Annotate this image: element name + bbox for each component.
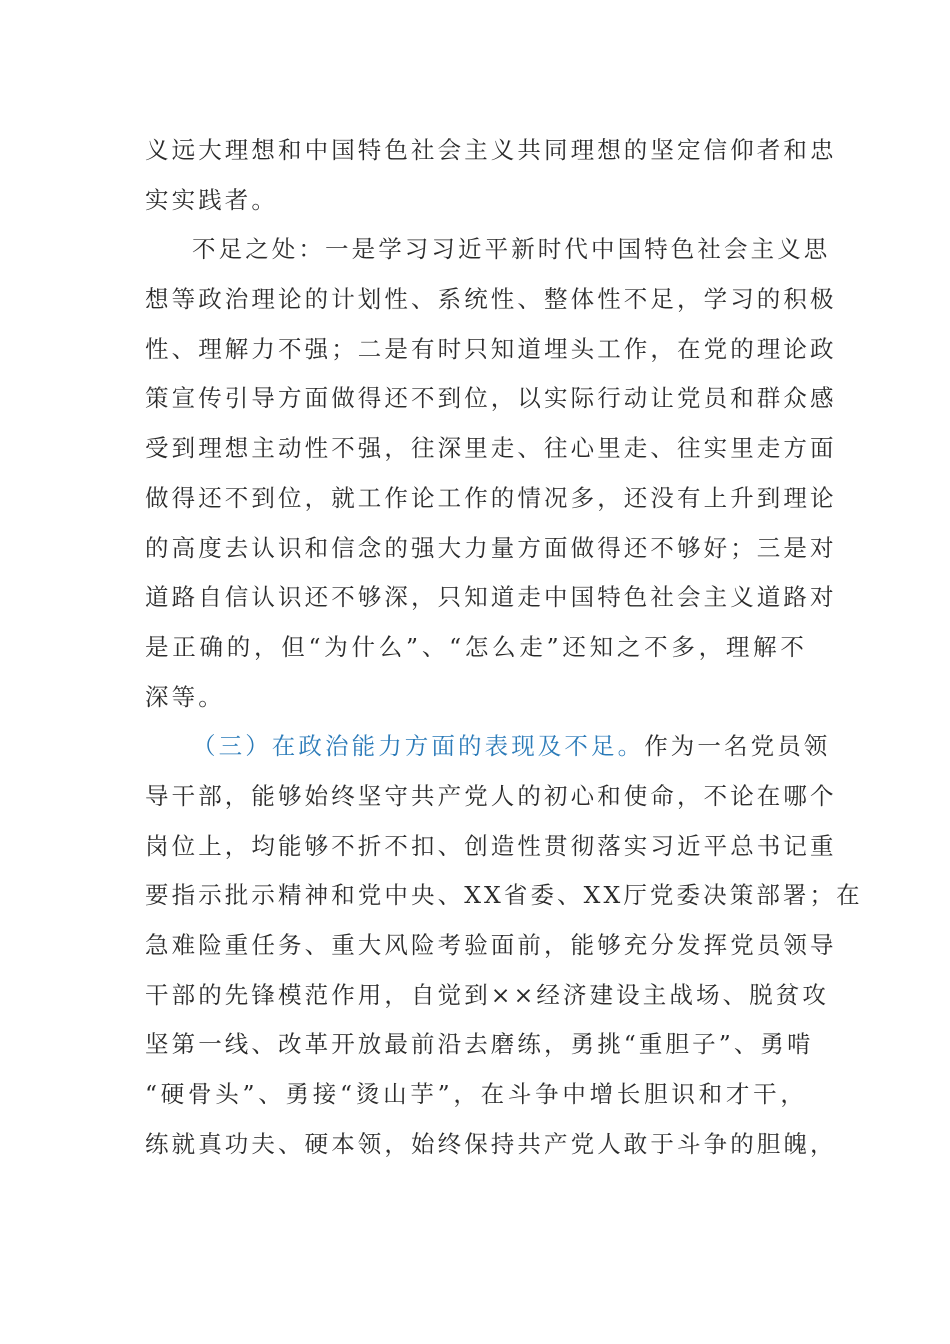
text-line: 实实践者。 [145, 185, 278, 214]
text-line: 是正确的，但“为什么”、“怎么走”还知之不多，理解不 [145, 632, 807, 661]
text-line: 干部的先锋模范作用，自觉到××经济建设主战场、脱贫攻 [145, 980, 829, 1009]
text-line: 做得还不到位，就工作论工作的情况多，还没有上升到理论 [145, 483, 837, 512]
text-line: 义远大理想和中国特色社会主义共同理想的坚定信仰者和忠 [145, 136, 837, 164]
paragraph-shortcomings [145, 225, 837, 722]
text-line: 要指示批示精神和党中央、XX省委、XX厅党委决策部署；在 [145, 881, 863, 910]
text-line: 导干部，能够始终坚守共产党人的初心和使命，不论在哪个 [145, 781, 837, 810]
text-line: 性、理解力不强；二是有时只知道埋头工作，在党的理论政 [145, 334, 837, 363]
text-line: 岗位上，均能够不折不扣、创造性贯彻落实习近平总书记重 [145, 831, 837, 860]
text-line: 坚第一线、改革开放最前沿去磨练，勇挑“重胆子”、勇啃 [145, 1030, 814, 1059]
text-line: “硬骨头”、勇接“烫山芋”，在斗争中增长胆识和才干， [145, 1080, 807, 1109]
paragraph-political-ability [145, 722, 863, 1169]
text-line [145, 722, 831, 772]
paragraph-ideals-continuation [145, 126, 837, 225]
text-line: 想等政治理论的计划性、系统性、整体性不足，学习的积极 [145, 285, 837, 314]
text-line: 策宣传引导方面做得还不到位，以实际行动让党员和群众感 [145, 384, 837, 413]
text-line: 道路自信认识还不够深，只知道走中国特色社会主义道路对 [145, 583, 837, 612]
section-heading: （三）在政治能力方面的表现及不足。 [192, 732, 645, 761]
text-line: 深等。 [145, 682, 225, 711]
text-line: 不足之处：一是学习习近平新时代中国特色社会主义思 [192, 235, 831, 264]
text-line: 的高度去认识和信念的强大力量方面做得还不够好；三是对 [145, 533, 837, 562]
text-line: 练就真功夫、硬本领，始终保持共产党人敢于斗争的胆魄， [145, 1129, 837, 1158]
heading-line-rest: 作为一名党员领 [644, 732, 831, 761]
document-page [145, 126, 863, 1169]
text-line: 受到理想主动性不强，往深里走、往心里走、往实里走方面 [145, 434, 837, 463]
text-line: 急难险重任务、重大风险考验面前，能够充分发挥党员领导 [145, 931, 837, 959]
